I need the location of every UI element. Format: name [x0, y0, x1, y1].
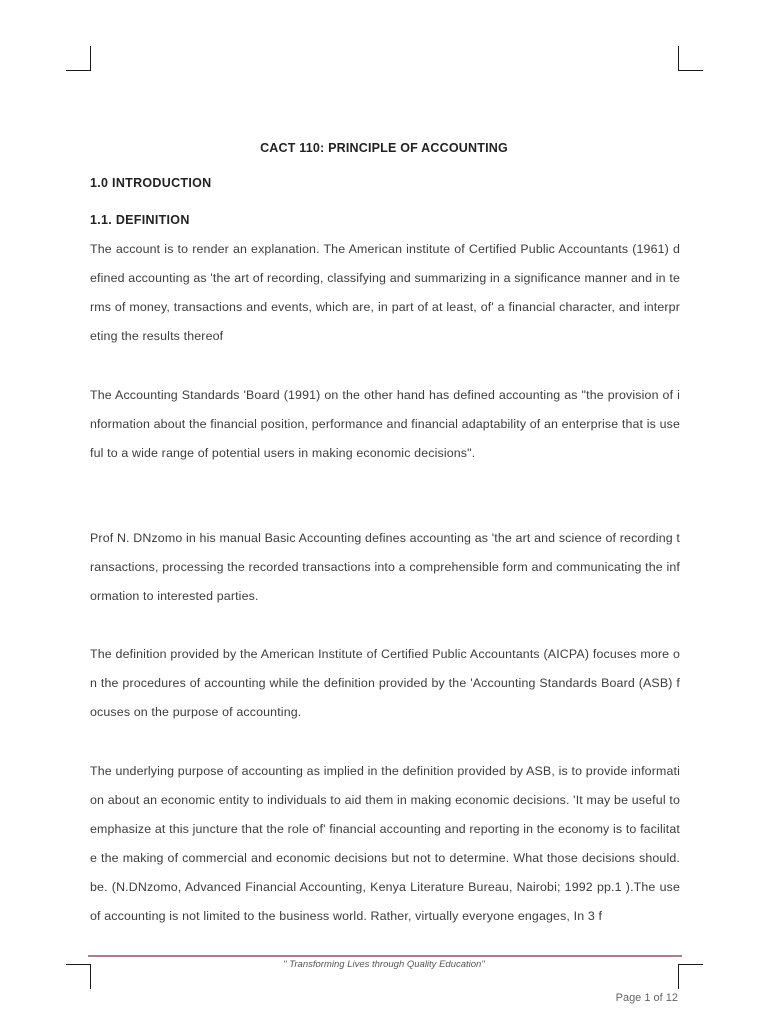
crop-mark-top-left [66, 46, 91, 71]
page-indicator: Page 1 of 12 [615, 992, 678, 1004]
crop-mark-top-right [678, 46, 703, 71]
crop-mark-bottom-left [66, 964, 91, 989]
document-title: CACT 110: PRINCIPLE OF ACCOUNTING [260, 141, 508, 155]
paragraph-2: The Accounting Standards 'Board (1991) on the other hand has defined accounting as "the provision of information about the financial position, performance and financial adaptability of an enterprise that is useful to a wide range of potential users in making economic decisions". [90, 388, 680, 460]
paragraph-5: The underlying purpose of accounting as implied in the definition provided by ASB, is to provide information about an economic entity to individuals to aid them in making economic decisions. 'It may be useful to emphasize at this juncture that the role of' financial accounting and reporting in the economy is to facilitate the making of commercial and economic decisions but not to determine. What those decisions should. be. (N.DNzomo, Advanced Financial Accounting, Kenya Literature Bureau, Nairobi; 1992 pp.1 ).The use of accounting is not limited to the business world. Rather, virtually everyone engages, In 3 f [90, 764, 680, 923]
paragraph-1: The account is to render an explanation. The American institute of Certified Public Accountants (1961) defined accounting as 'the art of recording, classifying and summarizing in a significance manner and in terms of money, transactions and events, which are, in part of at least, of' a financial character, and interpreting the results thereof [90, 242, 680, 343]
subsection-heading-definition: 1.1. DEFINITION [90, 213, 190, 227]
crop-mark-bottom-right [678, 964, 703, 989]
section-heading-introduction: 1.0 INTRODUCTION [90, 176, 212, 190]
paragraph-4: The definition provided by the American Institute of Certified Public Accountants (AICPA) focuses more on the procedures of accounting while the definition provided by the 'Accounting Standards Board (ASB) focuses on the purpose of accounting. [90, 647, 680, 719]
paragraph-3: Prof N. DNzomo in his manual Basic Accounting defines accounting as 'the art and science of recording transactions, processing the recorded transactions into a comprehensible form and communicating the information to interested parties. [90, 531, 680, 603]
footer-motto: " Transforming Lives through Quality Education" [283, 959, 485, 970]
footer-divider [88, 955, 682, 957]
